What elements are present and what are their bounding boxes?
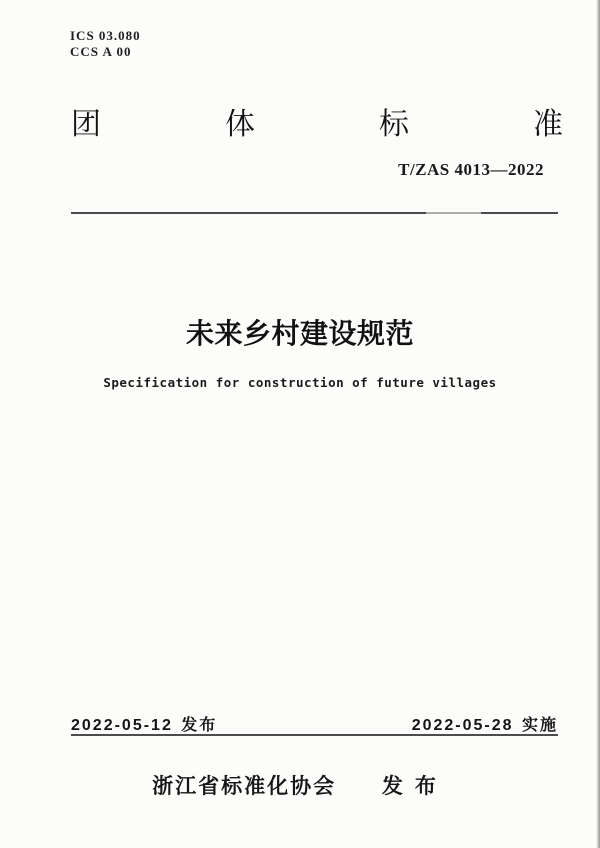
publisher-action-label: 发布 (381, 775, 448, 798)
ics-code: ICS 03.080 (70, 28, 141, 43)
standard-type-char-1: 团 (71, 108, 101, 141)
standard-type-heading (71, 106, 563, 144)
standard-type-char-4: 准 (533, 108, 563, 141)
standard-type-char-3: 标 (379, 108, 409, 141)
issue-date-value: 2022-05-12 (71, 717, 173, 734)
implementation-date-value: 2022-05-28 (411, 717, 514, 734)
publisher-name: 浙江省标准化协会 (152, 775, 337, 798)
publisher-row (0, 770, 600, 800)
issue-date (71, 712, 217, 735)
classification-codes (70, 28, 141, 60)
document-title-chinese: 未来乡村建设规范 (185, 318, 414, 349)
standard-number: T/ZAS 4013—2022 (398, 160, 544, 179)
ccs-code: CCS A 00 (70, 44, 132, 59)
implementation-date (412, 712, 558, 735)
dates-row (71, 712, 558, 735)
implementation-date-label: 实施 (521, 717, 558, 734)
scan-edge-shadow (596, 0, 600, 848)
standard-type-char-2: 体 (225, 108, 255, 141)
issue-date-label: 发布 (181, 717, 218, 734)
header-rule (71, 212, 558, 214)
document-title-english: Specification for construction of future villages (103, 375, 497, 390)
footer-rule (71, 734, 558, 736)
